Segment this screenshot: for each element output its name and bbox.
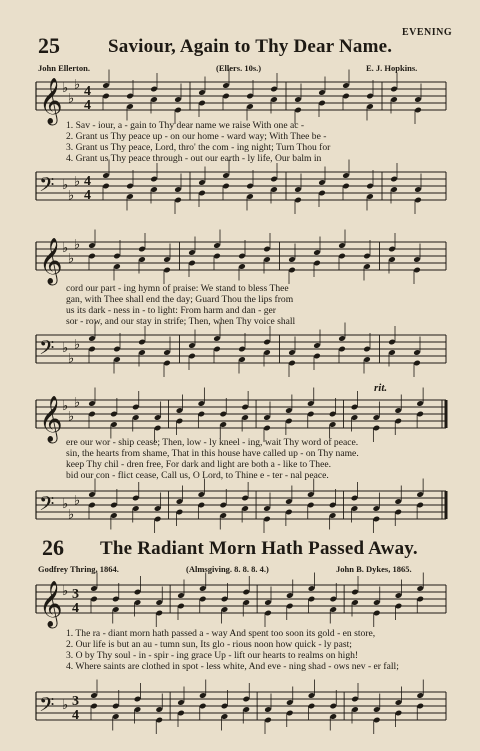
lyric-line: keep Thy chil - dren free, For dark and light are both a - like to Thee. bbox=[66, 459, 331, 470]
flat-sign: ♭ bbox=[68, 251, 75, 267]
bass-clef: 𝄢 bbox=[39, 492, 55, 520]
lyric-line: sor - row, and our stay in strife; Then, when Thy voice shall bbox=[66, 316, 296, 327]
hymn-title: Saviour, Again to Thy Dear Name. bbox=[108, 36, 393, 57]
time-signature: 4 bbox=[84, 174, 91, 189]
lyric-line: 1. The ra - diant morn hath passed a - way And spent too soon its gold - en store, bbox=[66, 628, 376, 639]
treble-staff bbox=[0, 575, 480, 635]
hymn-author: Godfrey Thring, 1864. bbox=[38, 564, 119, 574]
time-signature: 4 bbox=[84, 84, 91, 99]
flat-sign: ♭ bbox=[74, 174, 81, 190]
flat-sign: ♭ bbox=[74, 395, 81, 411]
treble-clef: 𝄞 bbox=[39, 238, 63, 284]
hymn-tune: (Almsgiving. 8. 8. 8. 4.) bbox=[186, 564, 269, 574]
hymn-tune: (Ellers. 10s.) bbox=[216, 63, 262, 73]
lyric-line: 2. Grant us Thy peace up - on our home - ward way; With Thee be - bbox=[66, 131, 327, 142]
time-signature: 3 bbox=[72, 694, 79, 709]
lyrics-block bbox=[66, 283, 295, 327]
flat-sign: ♭ bbox=[62, 81, 69, 96]
flat-sign: ♭ bbox=[62, 584, 69, 599]
flat-sign: ♭ bbox=[62, 341, 69, 356]
flat-sign: ♭ bbox=[62, 497, 69, 512]
lyric-line: bid our con - flict cease, Call us, O Lord, to Thine e - ter - nal peace. bbox=[66, 470, 329, 481]
flat-sign: ♭ bbox=[68, 351, 75, 367]
lyric-line: sin, the hearts from shame, That in this house have called up - on Thy name. bbox=[66, 448, 359, 459]
lyric-line: 1. Sav - iour, a - gain to Thy dear name we raise With one ac - bbox=[66, 120, 305, 131]
flat-sign: ♭ bbox=[62, 241, 69, 256]
hymn-author: John Ellerton. bbox=[38, 63, 90, 73]
flat-sign: ♭ bbox=[62, 698, 69, 713]
time-signature: 4 bbox=[84, 188, 91, 203]
time-signature: 4 bbox=[72, 601, 79, 616]
flat-sign: ♭ bbox=[74, 337, 81, 353]
treble-clef: 𝄞 bbox=[39, 396, 63, 442]
flat-sign: ♭ bbox=[74, 493, 81, 509]
time-signature: 4 bbox=[72, 708, 79, 723]
hymn-number: 25 bbox=[38, 33, 60, 58]
treble-clef: 𝄞 bbox=[39, 581, 63, 627]
hymn-composer: John B. Dykes, 1865. bbox=[336, 564, 412, 574]
flat-sign: ♭ bbox=[74, 237, 81, 253]
treble-clef: 𝄞 bbox=[39, 78, 63, 124]
hymn-number: 26 bbox=[42, 535, 64, 560]
flat-sign: ♭ bbox=[68, 188, 75, 204]
flat-sign: ♭ bbox=[68, 507, 75, 523]
lyric-line: gan, with Thee shall end the day; Guard Thou the lips from bbox=[66, 294, 294, 305]
ritardando-mark: rit. bbox=[374, 382, 388, 394]
section-label: EVENING bbox=[402, 27, 453, 38]
hymn-title: The Radiant Morn Hath Passed Away. bbox=[100, 538, 418, 559]
lyric-line: cord our part - ing hymn of praise: We stand to bless Thee bbox=[66, 283, 289, 294]
lyric-line: us its dark - ness in - to light: From harm and dan - ger bbox=[66, 305, 276, 316]
lyric-line: 4. Where saints are clothed in spot - less white, And eve - ning shad - ows nev - er fall; bbox=[66, 661, 399, 672]
flat-sign: ♭ bbox=[62, 178, 69, 193]
hymn-composer: E. J. Hopkins. bbox=[366, 63, 418, 73]
lyrics-block bbox=[66, 437, 359, 481]
time-signature: 3 bbox=[72, 587, 79, 602]
bass-staff bbox=[0, 682, 480, 742]
flat-sign: ♭ bbox=[68, 409, 75, 425]
lyric-line: 4. Grant us Thy peace through - out our earth - ly life, Our balm in bbox=[66, 153, 322, 164]
flat-sign: ♭ bbox=[68, 91, 75, 107]
lyrics-block bbox=[66, 628, 399, 672]
flat-sign: ♭ bbox=[74, 77, 81, 93]
bass-staff bbox=[0, 325, 480, 385]
lyric-line: 2. Our life is but an au - tumn sun, Its glo - rious noon how quick - ly past; bbox=[66, 639, 352, 650]
flat-sign: ♭ bbox=[62, 399, 69, 414]
bass-staff bbox=[0, 162, 480, 222]
bass-staff bbox=[0, 481, 480, 541]
lyrics-block bbox=[66, 120, 330, 164]
lyric-line: ere our wor - ship cease; Then, low - ly kneel - ing, wait Thy word of peace. bbox=[66, 437, 359, 448]
lyric-line: 3. O by Thy soul - in - spir - ing grace Up - lift our hearts to realms on high! bbox=[66, 650, 359, 661]
time-signature: 4 bbox=[84, 98, 91, 113]
bass-clef: 𝄢 bbox=[39, 336, 55, 364]
lyric-line: 3. Grant us Thy peace, Lord, thro' the com - ing night; Turn Thou for bbox=[66, 142, 331, 153]
bass-clef: 𝄢 bbox=[39, 693, 55, 721]
bass-clef: 𝄢 bbox=[39, 173, 55, 201]
